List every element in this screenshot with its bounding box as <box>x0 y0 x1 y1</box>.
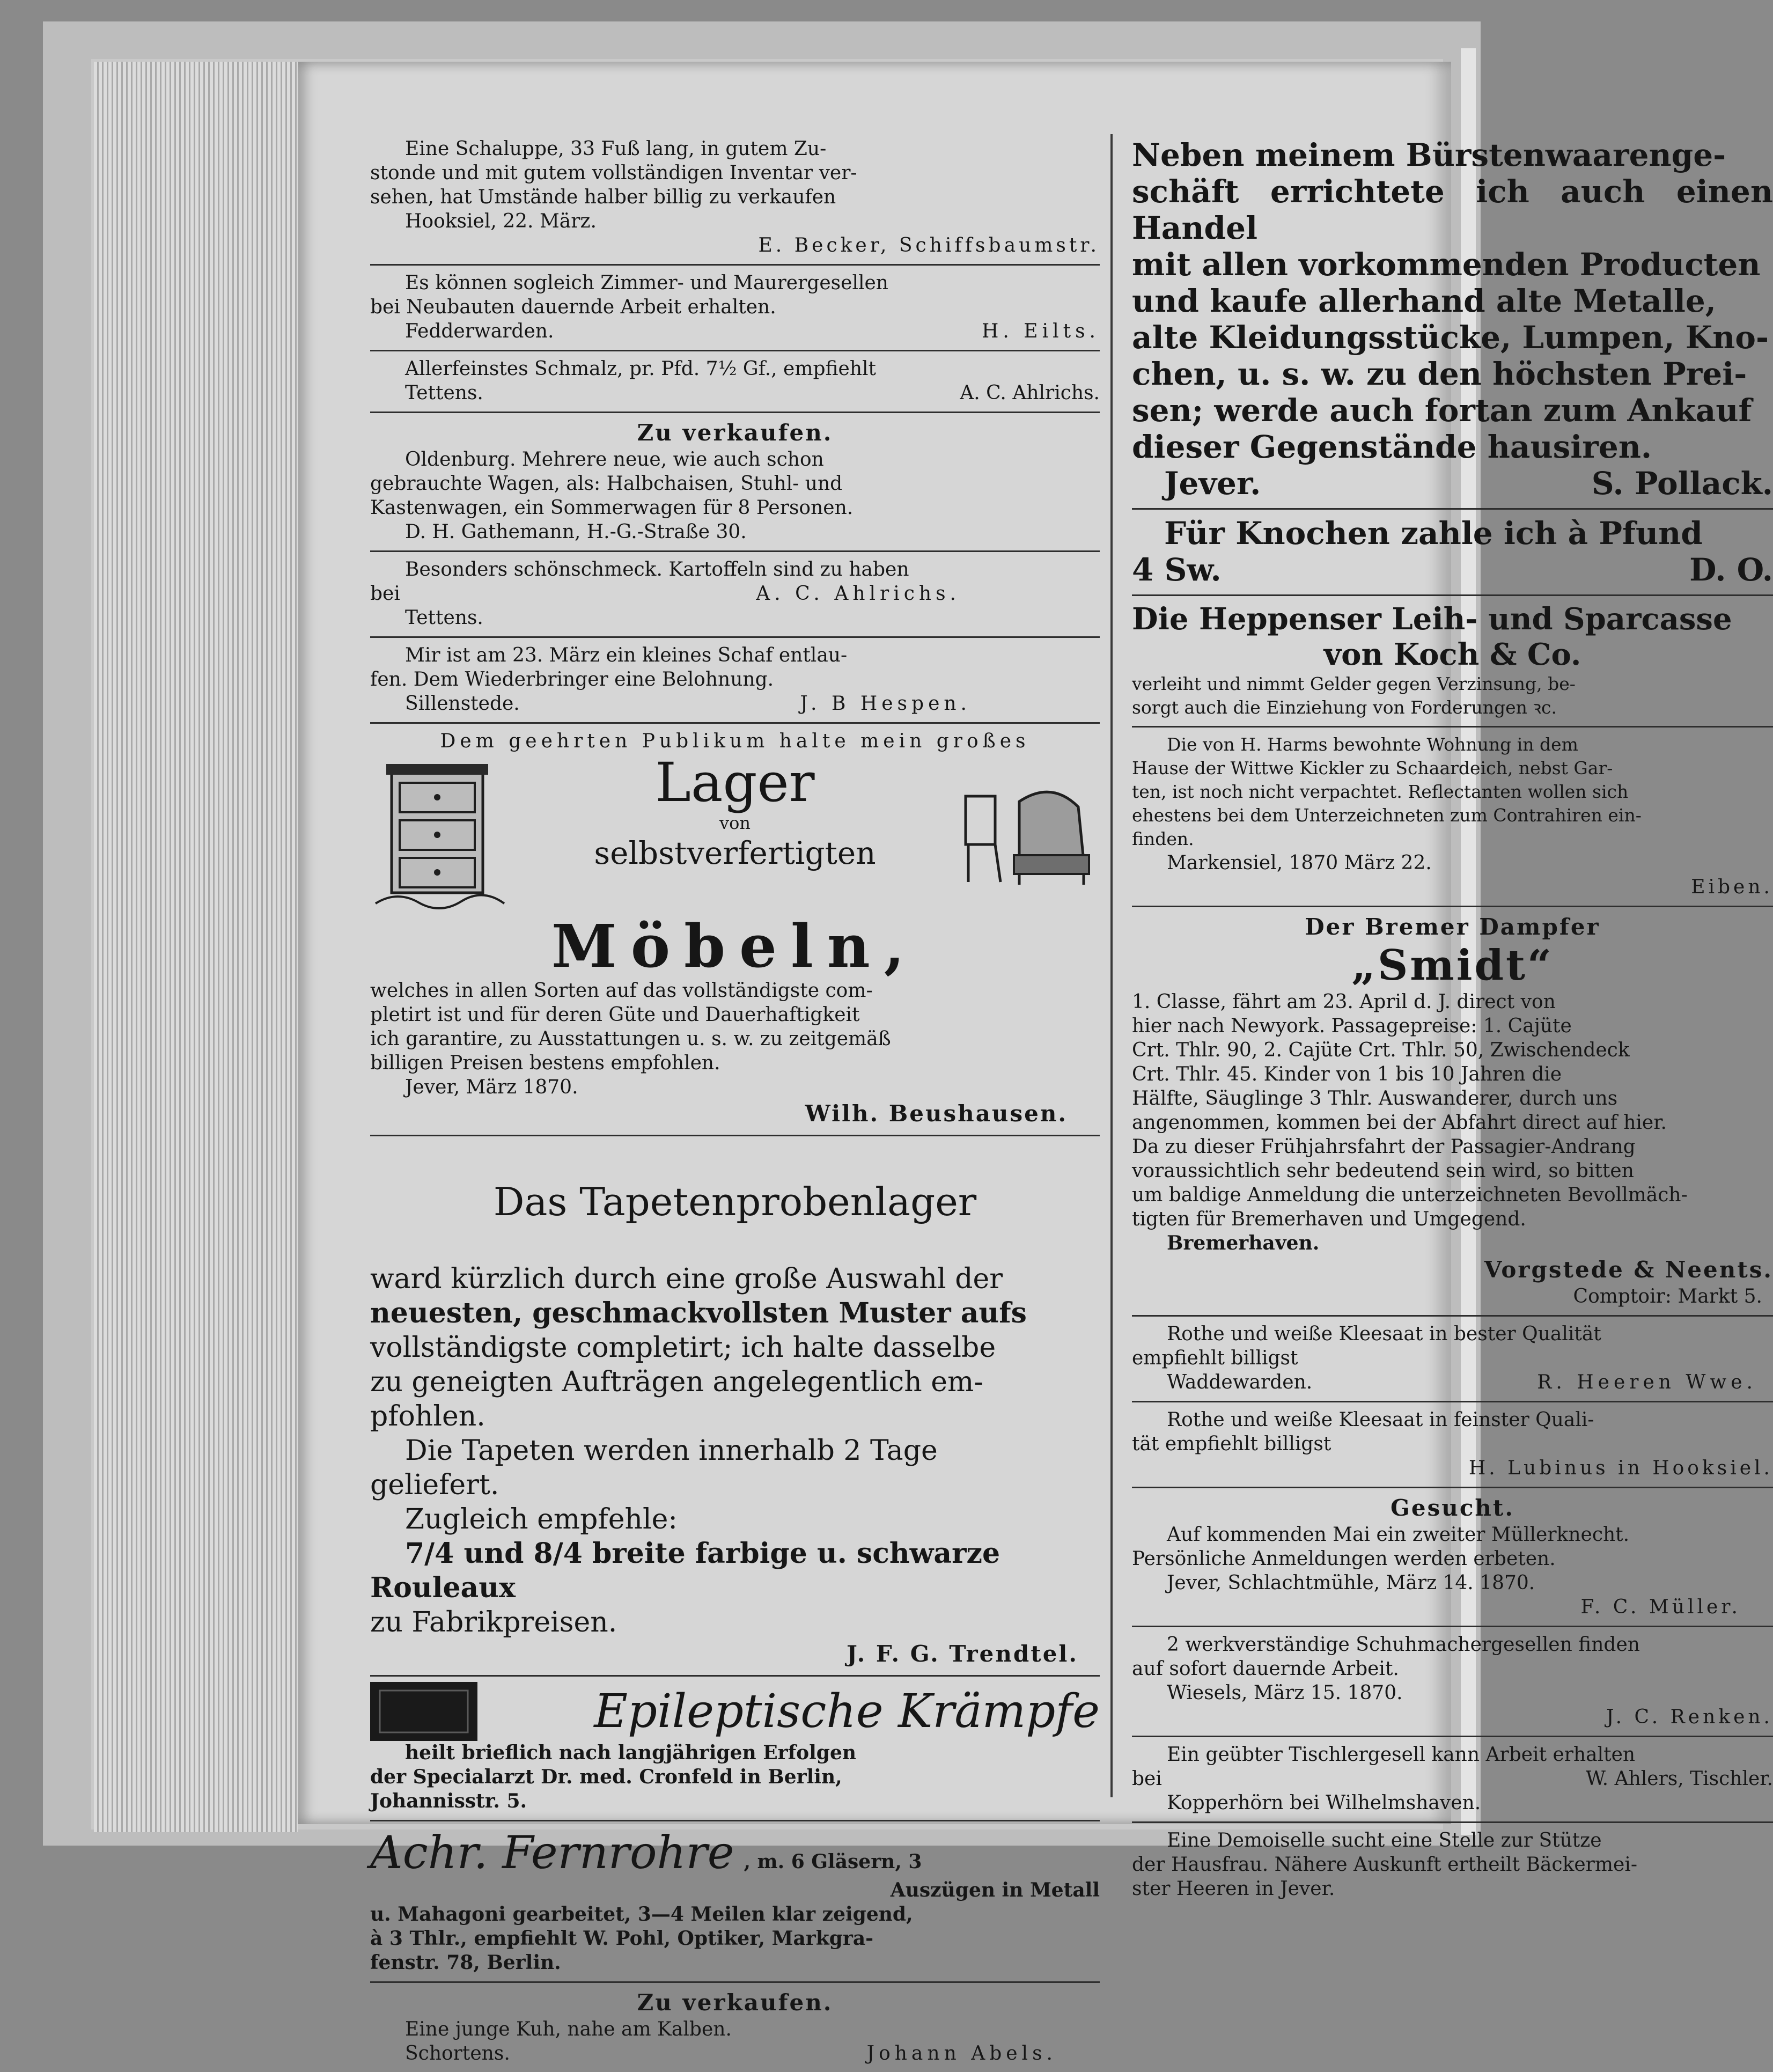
tapeten-title: Das Tapetenprobenlager <box>493 1179 977 1224</box>
ad-text-line: chen, u. s. w. zu den höchsten Prei- <box>1132 356 1747 392</box>
lager-subtitle: selbstverfertigten <box>594 835 876 871</box>
ad-kleesaat-2 <box>1132 1402 1773 1488</box>
ad-schuhmacher <box>1132 1627 1773 1737</box>
ad-gesucht <box>1132 1488 1773 1627</box>
ad-footer <box>370 582 1100 606</box>
ad-place: Wiesels, März 15. 1870. <box>1167 1682 1403 1704</box>
ad-text-line: 7/4 und 8/4 breite farbige u. schwarze <box>405 1537 1000 1570</box>
ship-name: „Smidt“ <box>1351 941 1554 990</box>
lager-title: Lager <box>655 751 815 814</box>
ad-text-line: Ein geübter Tischlergesell kann Arbeit erhalten <box>1167 1744 1636 1766</box>
ad-text-line: und kaufe allerhand alte Metalle, <box>1132 283 1716 319</box>
ad-signature: Johann Abels. <box>866 2042 1057 2064</box>
ad-text-line: zu Fabrikpreisen. <box>370 1606 617 1639</box>
ad-text-line: Kastenwagen, ein Sommerwagen für 8 Personen. <box>370 497 854 519</box>
ad-text-line: der Hausfrau. Nähere Auskunft ertheilt Bäckermei- <box>1132 1854 1638 1876</box>
ad-text-line: Rouleaux <box>370 1571 516 1604</box>
ad-pollack <box>1132 131 1773 510</box>
ad-place: Tettens. <box>405 607 483 629</box>
lager-block <box>370 753 1100 914</box>
ad-schaluppe <box>370 131 1100 266</box>
ad-signature: H. Lubinus in Hooksiel. <box>1468 1457 1773 1479</box>
ad-place: Jever. <box>1164 465 1261 502</box>
ad-text-line: Für Knochen zahle ich à Pfund <box>1164 515 1703 552</box>
ad-text-line: ten, ist noch nicht verpachtet. Reflectanten wollen sich <box>1132 781 1629 802</box>
ad-text-line: verleiht und nimmt Gelder gegen Verzinsung, be- <box>1132 673 1576 694</box>
ad-text-line: sorgt auch die Einziehung von Forderungen ꝛc. <box>1132 697 1557 718</box>
fern-first-line: , m. 6 Gläsern, 3 <box>744 1850 922 1873</box>
ad-place: Markensiel, 1870 März 22. <box>1167 852 1432 874</box>
ad-footer <box>1132 552 1773 588</box>
ad-text-line: fenstr. 78, Berlin. <box>370 1951 561 1974</box>
ad-text-line: dieser Gegenstände hausiren. <box>1132 429 1652 465</box>
ad-heading: Gesucht. <box>1391 1495 1514 1521</box>
ad-dampfer <box>1132 907 1773 1317</box>
ad-wagen <box>370 413 1100 552</box>
ad-tischler <box>1132 1737 1773 1823</box>
ad-text-line: neuesten, geschmackvollsten Muster aufs <box>370 1297 1027 1329</box>
fern-heading-row <box>370 1827 1100 1878</box>
ad-place: Sillenstede. <box>405 693 520 715</box>
ad-text-line: Es können sogleich Zimmer- und Maurergesellen <box>405 272 888 294</box>
ad-text-line: Crt. Thlr. 45. Kinder von 1 bis 10 Jahren die <box>1132 1063 1562 1085</box>
ad-knochen <box>1132 510 1773 596</box>
newspaper-page <box>298 62 1773 2064</box>
ad-place: Hooksiel, 22. März. <box>405 210 597 232</box>
ad-text-line: 2 werkverständige Schuhmachergesellen finden <box>1167 1634 1640 1656</box>
ad-place: Jever, März 1870. <box>405 1076 578 1098</box>
ad-text-line: Persönliche Anmeldungen werden erbeten. <box>1132 1548 1556 1570</box>
ad-signature: F. C. Müller. <box>1580 1596 1741 1618</box>
ad-signature: R. Heeren Wwe. <box>1537 1371 1757 1393</box>
ad-place: Schortens. <box>405 2042 510 2064</box>
ad-signature: W. Ahlers, Tischler. <box>1585 1768 1773 1790</box>
ad-text-line: ward kürzlich durch eine große Auswahl der <box>370 1263 1003 1295</box>
ad-text-line: zu geneigten Aufträgen angelegentlich em- <box>370 1366 983 1398</box>
page-edges <box>94 62 298 1832</box>
ad-text-line: à 3 Thlr., empfiehlt W. Pohl, Optiker, Markgra- <box>370 1927 874 1950</box>
ad-place: Fedderwarden. <box>405 320 554 342</box>
ad-signature: Vorgstede & Neents. <box>1484 1257 1773 1283</box>
ad-footer <box>1132 1767 1773 1791</box>
ad-text-line: finden. <box>1132 828 1194 849</box>
ad-text-line: Auszügen in Metall <box>890 1879 1100 1901</box>
ad-heading: Zu verkaufen. <box>637 1989 833 2016</box>
ad-text-line: Eine Demoiselle sucht eine Stelle zur Stütze <box>1167 1829 1602 1851</box>
ad-text-line: Oldenburg. Mehrere neue, wie auch schon <box>405 449 824 471</box>
ad-signature: E. Becker, Schiffsbaumstr. <box>758 234 1100 256</box>
ad-footer <box>370 319 1100 343</box>
ad-signature: H. Eilts. <box>982 320 1100 342</box>
ad-signature: D. O. <box>1689 552 1773 588</box>
ad-text-line: bei Neubauten dauernde Arbeit erhalten. <box>370 296 776 318</box>
ad-text-line: Crt. Thlr. 90, 2. Cajüte Crt. Thlr. 50, Zwischendeck <box>1132 1039 1630 1061</box>
ad-text-line: Da zu dieser Frühjahrsfahrt der Passagier-Andrang <box>1132 1136 1636 1158</box>
ad-footer <box>370 2041 1100 2066</box>
ad-text-line: mit allen vorkommenden Producten <box>1132 246 1761 283</box>
ad-text-line: Hause der Wittwe Kickler zu Schaardeich, nebst Gar- <box>1132 758 1613 778</box>
ad-text-line: ster Heeren in Jever. <box>1132 1878 1335 1900</box>
ad-intro: Dem geehrten Publikum halte mein großes <box>440 730 1030 752</box>
ad-place: Jever, Schlachtmühle, März 14. 1870. <box>1167 1572 1535 1594</box>
ad-place: Waddewarden. <box>1167 1371 1313 1393</box>
ad-text-line: ich garantire, zu Ausstattungen u. s. w. zu zeitgemäß <box>370 1028 891 1050</box>
ad-text-line: ehestens bei dem Unterzeichneten zum Contrahiren ein- <box>1132 805 1642 826</box>
ad-text-line: um baldige Anmeldung die unterzeichneten Bevollmäch- <box>1132 1184 1688 1206</box>
ad-text-line: billigen Preisen bestens empfohlen. <box>370 1052 720 1074</box>
ad-footer <box>1132 1370 1773 1394</box>
ad-zimmergesellen <box>370 266 1100 351</box>
ad-moebel-lager <box>370 724 1100 1136</box>
ad-place: Tettens. <box>405 382 483 404</box>
ad-signature: J. B Hespen. <box>800 693 971 715</box>
ad-text-line: Mir ist am 23. März ein kleines Schaf entlau- <box>405 644 848 666</box>
left-column <box>370 131 1100 2064</box>
ad-footer <box>1132 465 1773 502</box>
ad-text-line: sen; werde auch fortan zum Ankauf <box>1132 392 1752 429</box>
ad-text-line: gebrauchte Wagen, als: Halbchaisen, Stuhl- und <box>370 473 843 495</box>
ad-schaf <box>370 638 1100 724</box>
epi-ornament <box>370 1682 477 1741</box>
ad-tapeten <box>370 1136 1100 1677</box>
ad-kartoffeln <box>370 552 1100 638</box>
ad-text-line: Allerfeinstes Schmalz, pr. Pfd. 7½ Gf., empfiehlt <box>405 358 877 380</box>
ad-kleesaat-1 <box>1132 1317 1773 1402</box>
ad-text-line: Hälfte, Säuglinge 3 Thlr. Auswanderer, durch uns <box>1132 1088 1618 1110</box>
ad-text-line: der Specialarzt Dr. med. Cronfeld in Berlin, <box>370 1766 842 1788</box>
ad-text-line: tät empfiehlt billigst <box>1132 1433 1331 1455</box>
chairs-illustration <box>960 780 1094 887</box>
ad-place: Bremerhaven. <box>1167 1232 1320 1254</box>
ad-text-line: u. Mahagoni gearbeitet, 3—4 Meilen klar zeigend, <box>370 1903 913 1926</box>
ad-text-line: Johannisstr. 5. <box>370 1790 527 1812</box>
ad-text-line: stonde und mit gutem vollständigen Inventar ver- <box>370 162 857 184</box>
ad-footer <box>370 381 1100 405</box>
ad-kuh <box>370 1983 1100 2072</box>
ad-text-line: hier nach Newyork. Passagepreise: 1. Cajüte <box>1132 1015 1572 1037</box>
moebeln-heading: Möbeln, <box>551 912 919 981</box>
ad-title: Die Heppenser Leih- und Sparcasse <box>1132 601 1732 637</box>
ad-signature: J. F. G. Trendtel. <box>847 1641 1078 1667</box>
ad-text-line: pfohlen. <box>370 1400 485 1432</box>
lager-von: von <box>719 813 751 833</box>
ad-signature: Wilh. Beushausen. <box>805 1100 1068 1127</box>
ad-text-line: voraussichtlich sehr bedeutend sein wird, so bitten <box>1132 1160 1634 1182</box>
ad-wohnung <box>1132 728 1773 907</box>
ad-text-line: Die Tapeten werden innerhalb 2 Tage <box>405 1435 938 1467</box>
ad-text-line: Eine junge Kuh, nahe am Kalben. <box>405 2018 732 2040</box>
ad-text-line: fen. Dem Wiederbringer eine Belohnung. <box>370 668 774 690</box>
ad-text-line: Rothe und weiße Kleesaat in feinster Quali- <box>1167 1409 1594 1431</box>
ad-text-line: Die von H. Harms bewohnte Wohnung in dem <box>1167 734 1578 755</box>
epi-heading-row <box>370 1682 1100 1741</box>
ad-text-line: vollständigste completirt; ich halte dasselbe <box>370 1332 996 1364</box>
ad-signature: Eiben. <box>1691 876 1773 898</box>
ad-demoiselle <box>1132 1823 1773 1907</box>
ad-place: Kopperhörn bei Wilhelmshaven. <box>1167 1792 1481 1814</box>
ad-text-line: Neben meinem Bürstenwaarenge- <box>1132 137 1726 173</box>
ad-fernrohre <box>370 1821 1100 1983</box>
ad-text-line: Zugleich empfehle: <box>405 1503 678 1535</box>
ad-text-line: heilt brieflich nach langjährigen Erfolgen <box>405 1742 857 1764</box>
ad-text-line: geliefert. <box>370 1469 499 1501</box>
right-column <box>1132 131 1773 1900</box>
ad-text-line: welches in allen Sorten auf das vollständigste com- <box>370 980 873 1002</box>
fern-title: Achr. Fernrohre <box>370 1826 734 1879</box>
ad-heading: Zu verkaufen. <box>637 420 833 446</box>
column-rule <box>1110 134 1113 1797</box>
ad-schmalz <box>370 351 1100 413</box>
ad-text-line: 1. Classe, fährt am 23. April d. J. direct von <box>1132 991 1556 1013</box>
ad-text-line: auf sofort dauernde Arbeit. <box>1132 1658 1399 1680</box>
ad-bei: bei <box>1132 1768 1162 1790</box>
ad-heppenser-sparcasse <box>1132 596 1773 728</box>
ad-epilepsie <box>370 1677 1100 1821</box>
epi-title: Epileptische Krämpfe <box>594 1685 1100 1738</box>
cabinet-illustration <box>376 759 504 909</box>
ad-signature: A. C. Ahlrichs. <box>756 583 960 605</box>
ad-text-line: Rothe und weiße Kleesaat in bester Qualität <box>1167 1323 1601 1345</box>
ad-text-line: schäft errichtete ich auch einen Handel <box>1132 173 1773 246</box>
ad-text-line: 4 Sw. <box>1132 552 1222 588</box>
ad-text-line: Besonders schönschmeck. Kartoffeln sind zu haben <box>405 559 909 581</box>
lager-heading <box>531 753 939 872</box>
ad-signature: J. C. Renken. <box>1606 1706 1773 1728</box>
ad-signature: S. Pollack. <box>1591 465 1773 502</box>
ad-text-line: empfiehlt billigst <box>1132 1347 1298 1369</box>
ad-text-line: pletirt ist und für deren Güte und Dauerhaftigkeit <box>370 1004 860 1026</box>
ad-signature: A. C. Ahlrichs. <box>960 382 1100 404</box>
ad-bei: bei <box>370 583 400 605</box>
ad-text-line: alte Kleidungsstücke, Lumpen, Kno- <box>1132 319 1769 356</box>
ad-title: von Koch & Co. <box>1323 637 1581 672</box>
ad-text-line: angenommen, kommen bei der Abfahrt direct auf hier. <box>1132 1112 1667 1134</box>
ad-text-line: Eine Schaluppe, 33 Fuß lang, in gutem Zu- <box>405 138 827 160</box>
ad-footer <box>370 692 1100 716</box>
ad-text-line: tigten für Bremerhaven und Umgegend. <box>1132 1208 1526 1230</box>
ad-text-line: Auf kommenden Mai ein zweiter Müllerknecht. <box>1167 1524 1630 1546</box>
ad-heading: Der Bremer Dampfer <box>1305 914 1600 940</box>
ad-signature: D. H. Gathemann, H.-G.-Straße 30. <box>405 521 747 543</box>
ad-comptoir: Comptoir: Markt 5. <box>1573 1285 1762 1307</box>
ad-text-line: sehen, hat Umstände halber billig zu verkaufen <box>370 186 836 208</box>
